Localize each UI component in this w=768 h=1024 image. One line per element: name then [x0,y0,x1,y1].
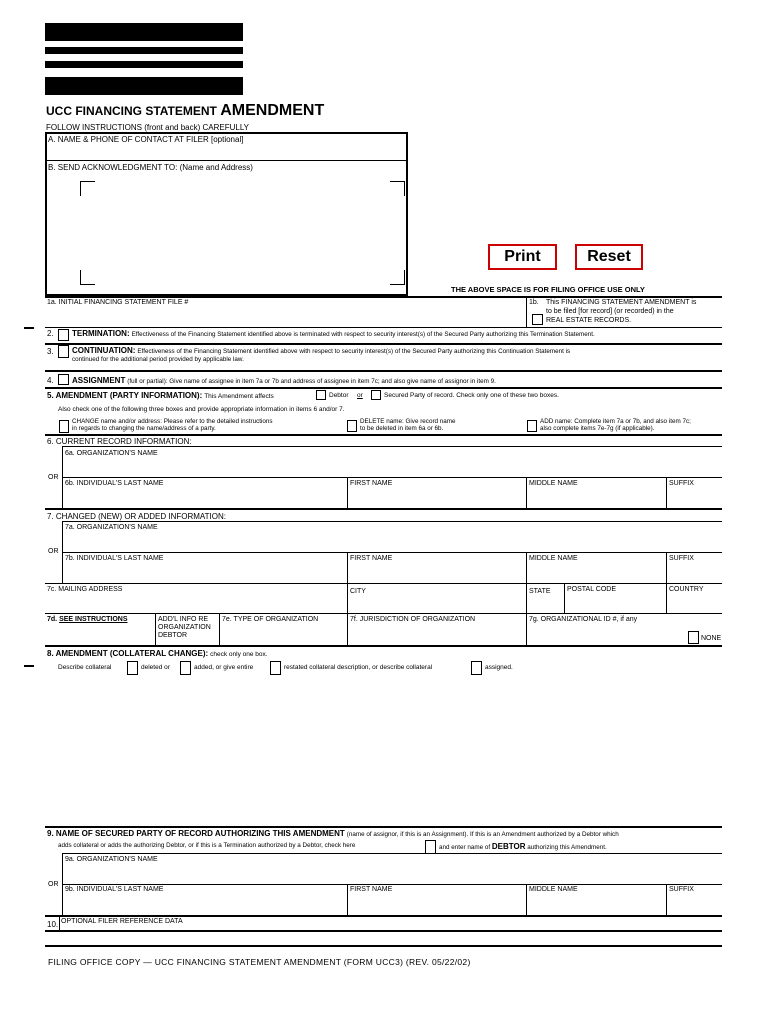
filing-office-space: THE ABOVE SPACE IS FOR FILING OFFICE USE ONLY [451,285,645,294]
termination-checkbox[interactable] [58,329,69,341]
collateral-change-title: 8. AMENDMENT (COLLATERAL CHANGE): check only one box. [47,649,268,658]
continuation-text: CONTINUATION: Effectiveness of the Financing Statement identified above with respect to security interest(s) of the Secured Party authorizing this Continuation Statement is [72,346,571,355]
add-name-checkbox[interactable] [527,420,537,432]
see-instructions-link[interactable]: 7d. SEE INSTRUCTIONS [47,616,128,623]
debtor-checkbox[interactable] [316,390,326,400]
org-name-7a: 7a. ORGANIZATION'S NAME [65,524,158,531]
collateral-added-checkbox[interactable] [180,661,191,675]
assignment-checkbox[interactable] [58,374,69,385]
secured-party-checkbox[interactable] [371,390,381,400]
last-name-7b: 7b. INDIVIDUAL'S LAST NAME [65,555,164,562]
contact-box [45,132,408,296]
form-title: UCC FINANCING STATEMENT AMENDMENT [46,102,325,119]
collateral-deleted-checkbox[interactable] [127,661,138,675]
footer-copy: FILING OFFICE COPY — UCC FINANCING STATEMENT AMENDMENT (FORM UCC3) (REV. 05/22/02) [48,957,471,967]
last-name-6b: 6b. INDIVIDUAL'S LAST NAME [65,480,164,487]
print-button[interactable]: Print [488,244,557,270]
initial-file-number-label: 1a. INITIAL FINANCING STATEMENT FILE # [47,299,189,306]
reset-button[interactable]: Reset [575,244,643,270]
collateral-assigned-checkbox[interactable] [471,661,482,675]
header-bar-1 [45,23,243,41]
change-name-checkbox[interactable] [59,420,69,433]
secured-party-title: 9. NAME OF SECURED PARTY OF RECORD AUTHORIZING THIS AMENDMENT (name of assignor, if this is an Assignment). If this is an Amendment authorized by a Debtor which [47,829,619,838]
changed-info-title: 7. CHANGED (NEW) OR ADDED INFORMATION: [47,512,226,521]
last-name-9b: 9b. INDIVIDUAL'S LAST NAME [65,886,164,893]
header-bar-2 [45,47,243,54]
acknowledgment-label: B. SEND ACKNOWLEDGMENT TO: (Name and Address) [48,163,253,172]
none-checkbox[interactable] [688,631,699,644]
termination-text: TERMINATION: Effectiveness of the Financing Statement identified above is terminated with respect to security interest(s) of the Secured Party authorizing this Termination Statement. [72,329,595,338]
delete-name-checkbox[interactable] [347,420,357,432]
mailing-address: 7c. MAILING ADDRESS [47,586,123,593]
assignment-text: ASSIGNMENT (full or partial): Give name of assignee in item 7a or 7b and address of assignee in item 7c; and also give name of assignor in item 9. [72,376,496,385]
real-estate-checkbox[interactable] [532,314,543,325]
filer-reference-label: OPTIONAL FILER REFERENCE DATA [61,918,183,925]
current-record-title: 6. CURRENT RECORD INFORMATION: [47,437,192,446]
org-name-6a: 6a. ORGANIZATION'S NAME [65,450,158,457]
item-1b-label: 1b. [529,299,539,306]
org-name-9a: 9a. ORGANIZATION'S NAME [65,856,158,863]
continuation-checkbox[interactable] [58,345,69,358]
item-1b-text: This FINANCING STATEMENT AMENDMENT is [546,299,697,306]
header-bar-4 [45,77,243,95]
header-bar-3 [45,61,243,68]
contact-name-label: A. NAME & PHONE OF CONTACT AT FILER [optional] [48,135,244,144]
amendment-party-info: 5. AMENDMENT (PARTY INFORMATION): This Amendment affects [47,391,274,400]
follow-instructions: FOLLOW INSTRUCTIONS (front and back) CAREFULLY [46,123,250,132]
collateral-restated-checkbox[interactable] [270,661,281,675]
debtor-authorized-checkbox[interactable] [425,840,436,854]
